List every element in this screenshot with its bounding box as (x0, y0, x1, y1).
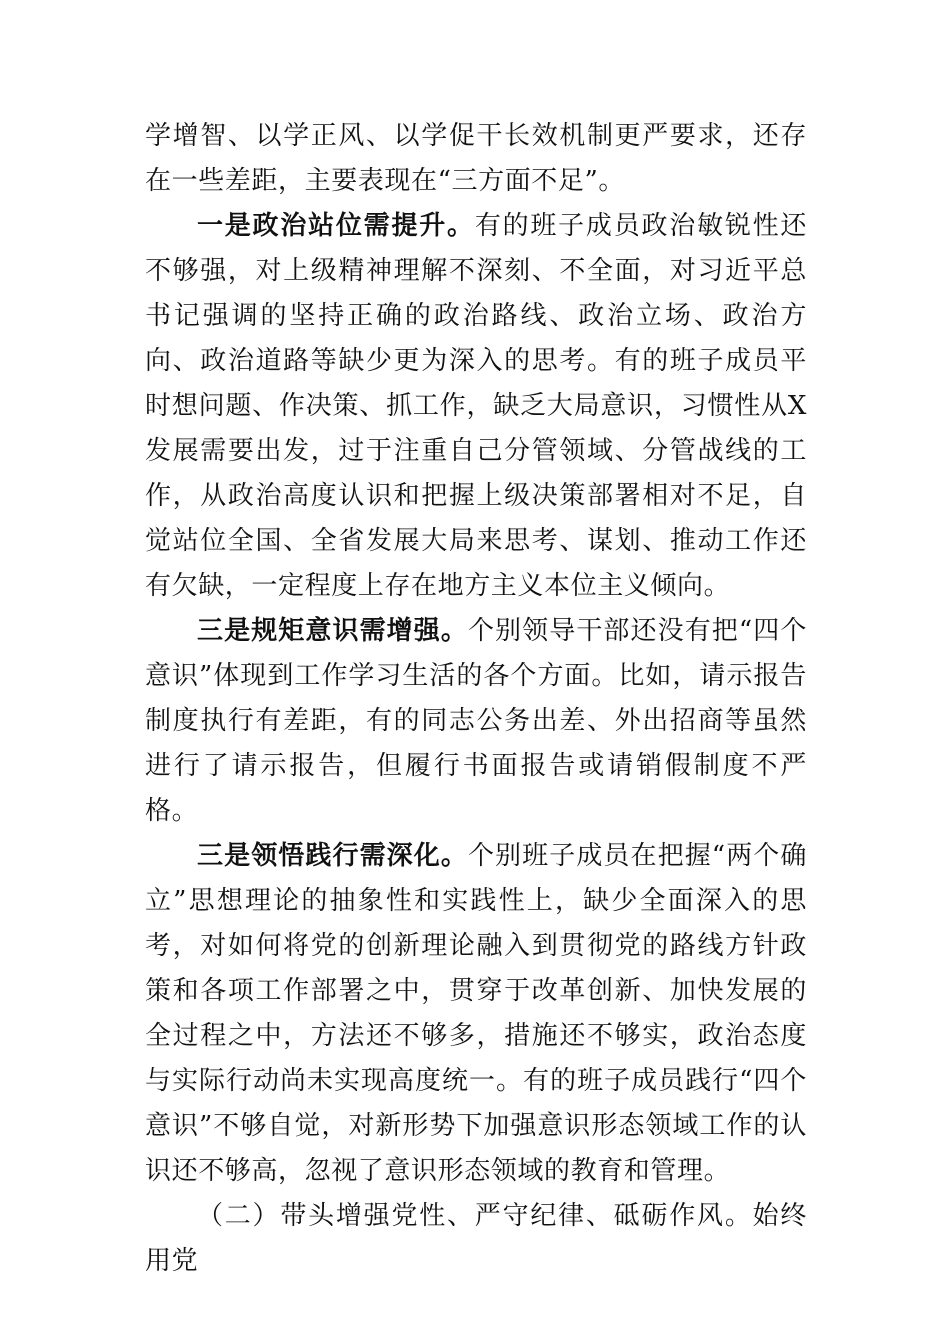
paragraph-text: 个别领导干部还没有把“四个意识”体现到工作学习生活的各个方面。比如，请示报告制度执行有差距，有的同志公务出差、外出招商等虽然进行了请示报告，但履行书面报告或请销假制度不严格。 (145, 616, 807, 826)
document-body (145, 114, 807, 1284)
paragraph-heading: 三是规矩意识需增强。 (197, 616, 468, 646)
paragraph-text: 个别班子成员在把握“两个确立”思想理论的抽象性和实践性上，缺少全面深入的思考，对如何将党的创新理论融入到贯彻党的路线方针政策和各项工作部署之中，贯穿于改革创新、加快发展的全过程之中，方法还不够多，措施还不够实，政治态度与实际行动尚未实现高度统一。有的班子成员践行“四个意识”不够自觉，对新形势下加强意识形态领域工作的认识还不够高，忽视了意识形态领域的教育和管理。 (145, 841, 807, 1186)
paragraph-rules-awareness (145, 609, 807, 834)
paragraph-text: 有的班子成员政治敏锐性还不够强，对上级精神理解不深刻、不全面，对习近平总书记强调的坚持正确的政治路线、政治立场、政治方向、政治道路等缺少更为深入的思考。有的班子成员平时想问题、作决策、抓工作，缺乏大局意识，习惯性从X发展需要出发，过于注重自己分管领域、分管战线的工作，从政治高度认识和把握上级决策部署相对不足，自觉站位全国、全省发展大局来思考、谋划、推动工作还有欠缺，一定程度上存在地方主义本位主义倾向。 (145, 211, 807, 601)
paragraph-section-two (145, 1194, 807, 1284)
paragraph-heading: 三是领悟践行需深化。 (197, 841, 468, 871)
paragraph-continuation (145, 114, 807, 204)
paragraph-heading: 一是政治站位需提升。 (197, 211, 475, 241)
paragraph-text: （二）带头增强党性、严守纪律、砥砺作风。始终用党 (145, 1201, 807, 1276)
paragraph-political-stance (145, 204, 807, 609)
paragraph-text: 学增智、以学正风、以学促干长效机制更严要求，还存在一些差距，主要表现在“三方面不足”。 (145, 121, 807, 196)
paragraph-comprehension-practice (145, 834, 807, 1194)
